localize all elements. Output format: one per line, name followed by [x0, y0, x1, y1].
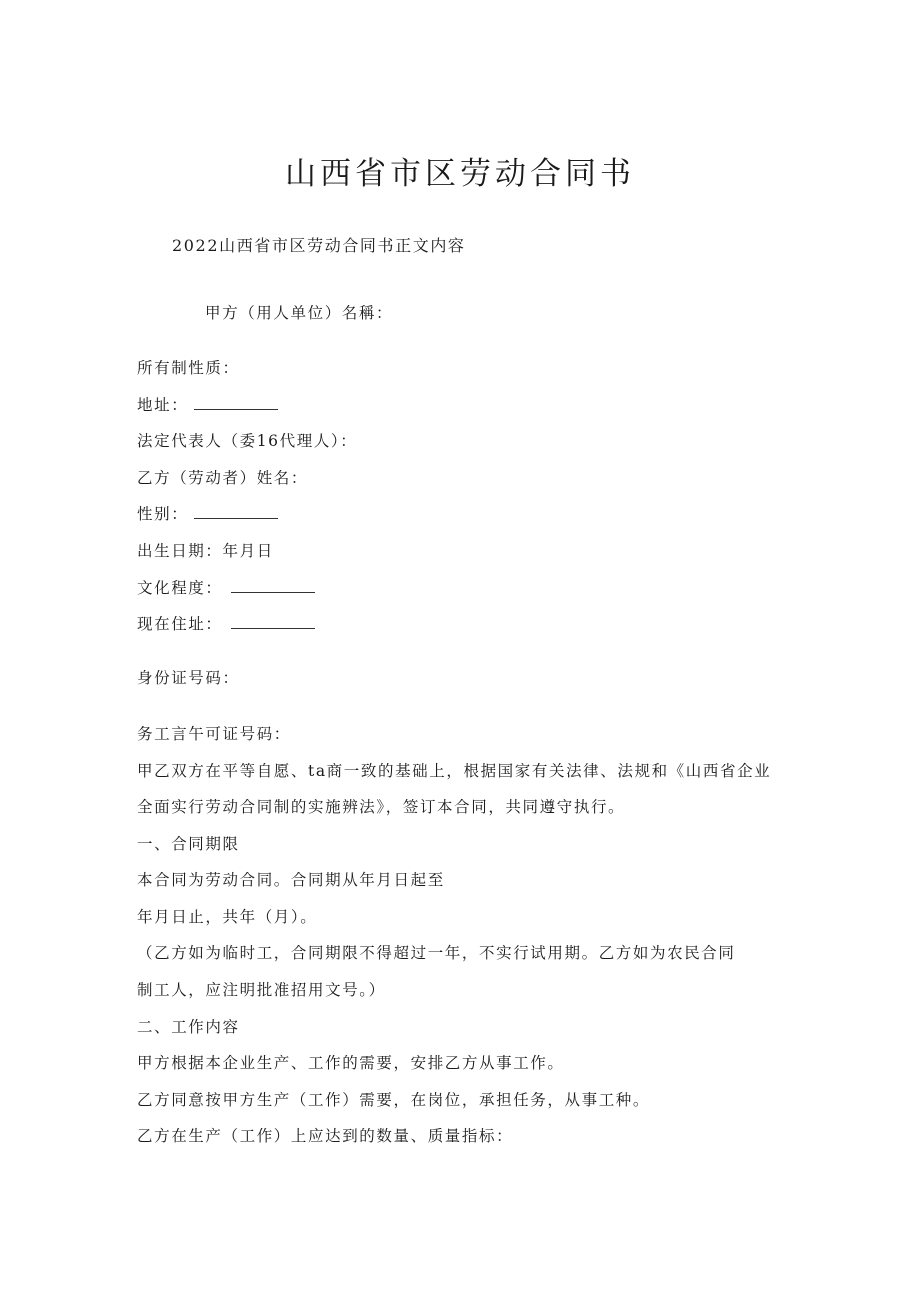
gender-label: 性别：	[137, 505, 189, 523]
intro-paragraph-line-1: 甲乙双方在平等自愿、ta商一致的基础上，根据国家有关法律、法规和《山西省企业	[137, 762, 772, 780]
birth-date-field: 出生日期：年月日	[137, 542, 274, 560]
legal-rep-field: 法定代表人（委16代理人）：	[137, 432, 358, 450]
current-address-blank-line	[231, 614, 315, 629]
ownership-field: 所有制性质：	[137, 359, 240, 377]
intro-paragraph-line-2: 全面实行劳动合同制的实施辨法》，签订本合同，共同遵守执行。	[137, 798, 626, 816]
document-title: 山西省市区劳动合同书	[285, 156, 635, 192]
section-1-note-line-2: 制工人，应注明批准招用文号。）	[137, 981, 386, 999]
current-address-field	[137, 612, 315, 634]
section-1-heading: 一、合同期限	[137, 835, 240, 853]
section-1-note-line-1: （乙方如为临时工，合同期限不得超过一年，不实行试用期。乙方如为农民合同	[137, 944, 736, 962]
section-1-paragraph-1: 本合同为劳动合同。合同期从年月日起至	[137, 871, 445, 889]
education-field	[137, 576, 315, 598]
address-field	[137, 393, 278, 415]
work-permit-field: 务工言午可证号码：	[137, 725, 291, 743]
document-subtitle: 2022山西省市区劳动合同书正文内容	[172, 236, 466, 255]
gender-field	[137, 502, 278, 524]
current-address-label: 现在住址：	[137, 615, 223, 633]
section-1-paragraph-2: 年月日止，共年（月）。	[137, 908, 318, 926]
address-label: 地址：	[137, 396, 189, 414]
education-blank-line	[231, 578, 315, 593]
address-blank-line	[194, 395, 278, 410]
section-2-paragraph-3: 乙方在生产（工作）上应达到的数量、质量指标：	[137, 1127, 514, 1145]
party-b-name-field: 乙方（劳动者）姓名：	[137, 469, 309, 487]
education-label: 文化程度：	[137, 579, 223, 597]
section-2-heading: 二、工作内容	[137, 1018, 240, 1036]
section-2-paragraph-1: 甲方根据本企业生产、工作的需要，安排乙方从事工作。	[137, 1054, 565, 1072]
party-a-name-field: 甲方（用人单位）名稱：	[205, 304, 394, 322]
gender-blank-line	[194, 504, 278, 519]
section-2-paragraph-2: 乙方同意按甲方生产（工作）需要，在岗位，承担任务，从事工种。	[137, 1091, 651, 1109]
id-number-field: 身份证号码：	[137, 669, 240, 687]
